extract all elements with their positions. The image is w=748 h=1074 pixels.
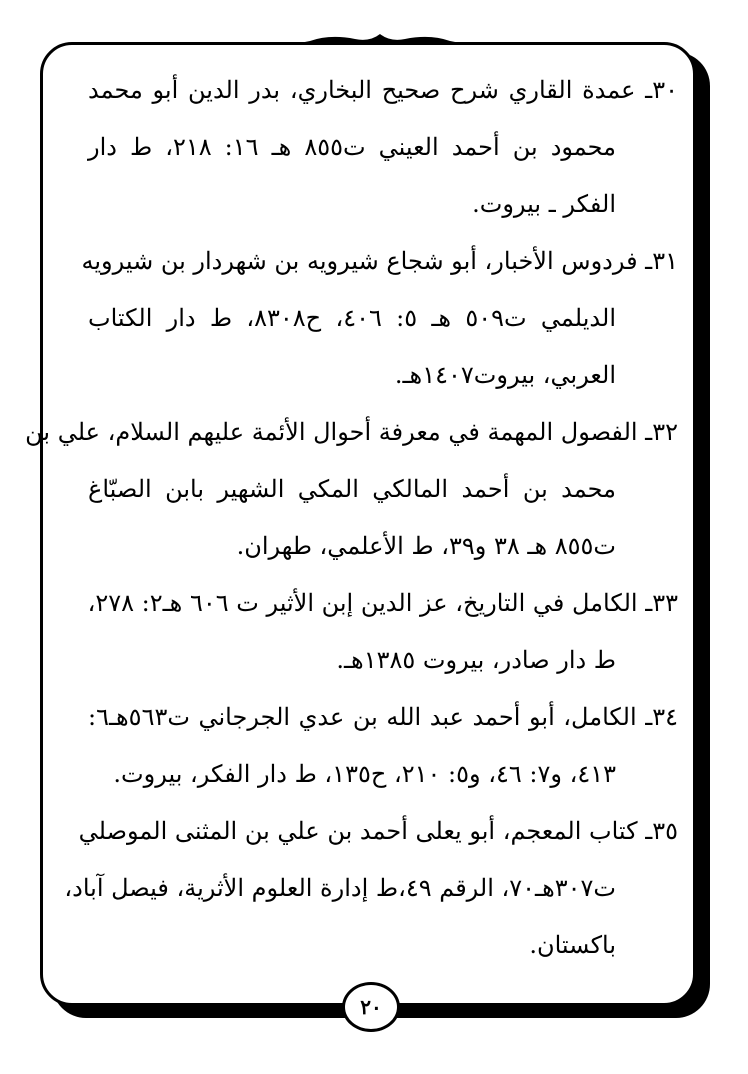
entry-line: ت٨٥٥ هـ ٣٨ و٣٩، ط الأعلمي، طهران. (236, 532, 616, 560)
entry-line: ٣٣ـ الكامل في التاريخ، عز الدين إبن الأثير ت ٦٠٦ هـ٢: ٢٧٨، (87, 589, 678, 617)
bibliography-entry-31 (81, 233, 678, 404)
entry-line: ٣٤ـ الكامل، أبو أحمد عبد الله بن عدي الجرجاني ت٥٦٣هـ٦: (88, 703, 678, 731)
entry-line: محمود بن أحمد العيني ت٨٥٥ هـ ١٦: ٢١٨، ط دار (88, 133, 616, 161)
entry-line: محمد بن أحمد المالكي المكي الشهير بابن الصبّاغ (88, 475, 616, 503)
bibliography-entry-34 (88, 689, 678, 803)
bibliography-entry-35 (64, 803, 678, 974)
page-number: ٢٠ (360, 995, 382, 1019)
entry-line: باكستان. (529, 931, 616, 959)
entry-line: العربي، بيروت١٤٠٧هـ. (394, 361, 616, 389)
entry-line: ط دار صادر، بيروت ١٣٨٥هـ. (336, 646, 616, 674)
entry-line: ٣٢ـ الفصول المهمة في معرفة أحوال الأئمة عليهم السلام، علي بن (25, 418, 678, 446)
entry-line: ت٣٠٧هـ٧٠، الرقم ٤٩،ط إدارة العلوم الأثرية، فيصل آباد، (64, 874, 616, 902)
bibliography-entry-30 (88, 62, 678, 233)
entry-line: ٣١ـ فردوس الأخبار، أبو شجاع شيرويه بن شهردار بن شيرويه (81, 247, 678, 275)
entry-line: الديلمي ت٥٠٩ هـ ٥: ٤٠٦، ح٨٣٠٨، ط دار الكتاب (88, 304, 616, 332)
entry-line: الفكر ـ بيروت. (472, 190, 616, 218)
page-number-badge (342, 982, 400, 1032)
entry-line: ٤١٣، و٧: ٤٦، و٥: ٢١٠، ح١٣٥، ط دار الفكر، بيروت. (113, 760, 616, 788)
entry-line: ٣٥ـ كتاب المعجم، أبو يعلى أحمد بن علي بن المثنى الموصلي (78, 817, 678, 845)
bibliography-list (25, 62, 678, 974)
bibliography-entry-32 (25, 404, 678, 575)
entry-line: ٣٠ـ عمدة القاري شرح صحيح البخاري، بدر الدين أبو محمد (88, 76, 678, 104)
top-ornament-icon (260, 30, 500, 48)
bibliography-entry-33 (88, 575, 678, 689)
